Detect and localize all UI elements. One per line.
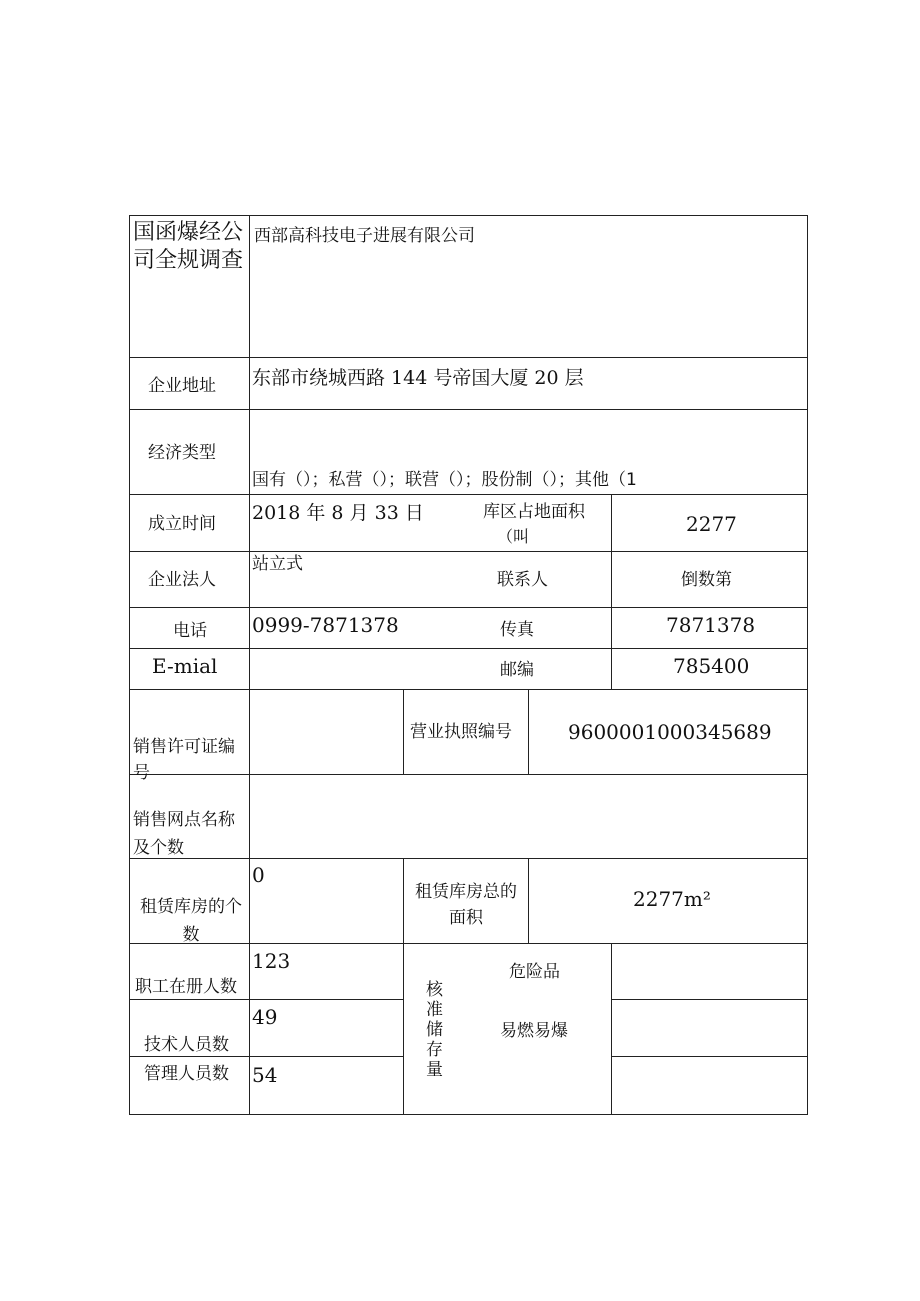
grid-line: [129, 357, 808, 358]
tech-label: 技术人员数: [144, 1035, 229, 1055]
phone-value: 0999-7871378: [252, 613, 399, 637]
sales-outlets-label: 销售网点名称及个数: [133, 810, 235, 858]
staff-value: 123: [252, 949, 291, 973]
sales-license-label: 销售许可证编号: [133, 737, 235, 783]
grid-line: [129, 689, 808, 690]
approved-storage-label: 核准储存量: [426, 980, 443, 1080]
founded-label: 成立时间: [148, 514, 216, 534]
flammable-label: 易燃易爆: [500, 1021, 568, 1041]
grid-line: [129, 494, 808, 495]
staff-label: 职工在册人数: [135, 977, 237, 997]
warehouse-area-value: 2277: [686, 512, 737, 536]
legal-person-value: 站立式: [252, 554, 303, 574]
postcode-value: 785400: [673, 654, 750, 678]
hazardous-label: 危险品: [509, 962, 560, 982]
rented-count-value: 0: [252, 863, 265, 887]
grid-line: [249, 215, 250, 1115]
tech-value: 49: [252, 1005, 278, 1029]
address-value: 东部市绕城西路 144 号帝国大厦 20 层: [252, 367, 584, 389]
grid-line: [129, 409, 808, 410]
fax-value: 7871378: [666, 613, 756, 637]
contact-label: 联系人: [497, 570, 548, 590]
econ-type-value: 国有（）；私营（）；联营（）；股份制（）；其他（1: [252, 470, 637, 490]
econ-type-label: 经济类型: [148, 443, 216, 463]
rented-area-label: 租赁库房总的面积: [415, 882, 517, 928]
grid-line: [611, 999, 808, 1000]
rented-count-label: 租赁库房的个数: [140, 897, 242, 945]
legal-person-label: 企业法人: [148, 570, 216, 590]
grid-line: [129, 1114, 808, 1115]
business-license-label: 营业执照编号: [410, 722, 512, 742]
grid-line: [807, 215, 808, 1115]
contact-value: 倒数第: [681, 570, 732, 590]
address-label: 企业地址: [148, 376, 216, 396]
corner-label: 国函爆经公司全规调查: [133, 220, 244, 273]
grid-line: [528, 689, 529, 774]
postcode-label: 邮编: [500, 660, 534, 680]
grid-line: [129, 607, 808, 608]
grid-line: [129, 215, 808, 216]
company-name-value: 西部高科技电子进展有限公司: [254, 226, 475, 246]
fax-label: 传真: [500, 620, 534, 640]
mgmt-label: 管理人员数: [144, 1064, 229, 1084]
business-license-value: 9600001000345689: [568, 720, 772, 744]
founded-value: 2018 年 8 月 33 日: [252, 502, 424, 524]
email-label: E-mial: [152, 654, 218, 678]
grid-line: [611, 494, 612, 689]
grid-line: [403, 858, 404, 1114]
rented-area-value: 2277m²: [633, 887, 711, 911]
grid-line: [611, 1056, 808, 1057]
warehouse-area-label: 库区占地面积: [483, 502, 585, 522]
phone-label: 电话: [173, 621, 207, 641]
grid-line: [129, 1056, 404, 1057]
grid-line: [129, 551, 808, 552]
grid-line: [129, 999, 404, 1000]
grid-line: [129, 215, 130, 1115]
grid-line: [611, 943, 612, 1114]
warehouse-area-unit: （叫: [497, 527, 530, 546]
mgmt-value: 54: [252, 1063, 278, 1087]
grid-line: [403, 689, 404, 774]
grid-line: [129, 648, 808, 649]
grid-line: [528, 858, 529, 943]
